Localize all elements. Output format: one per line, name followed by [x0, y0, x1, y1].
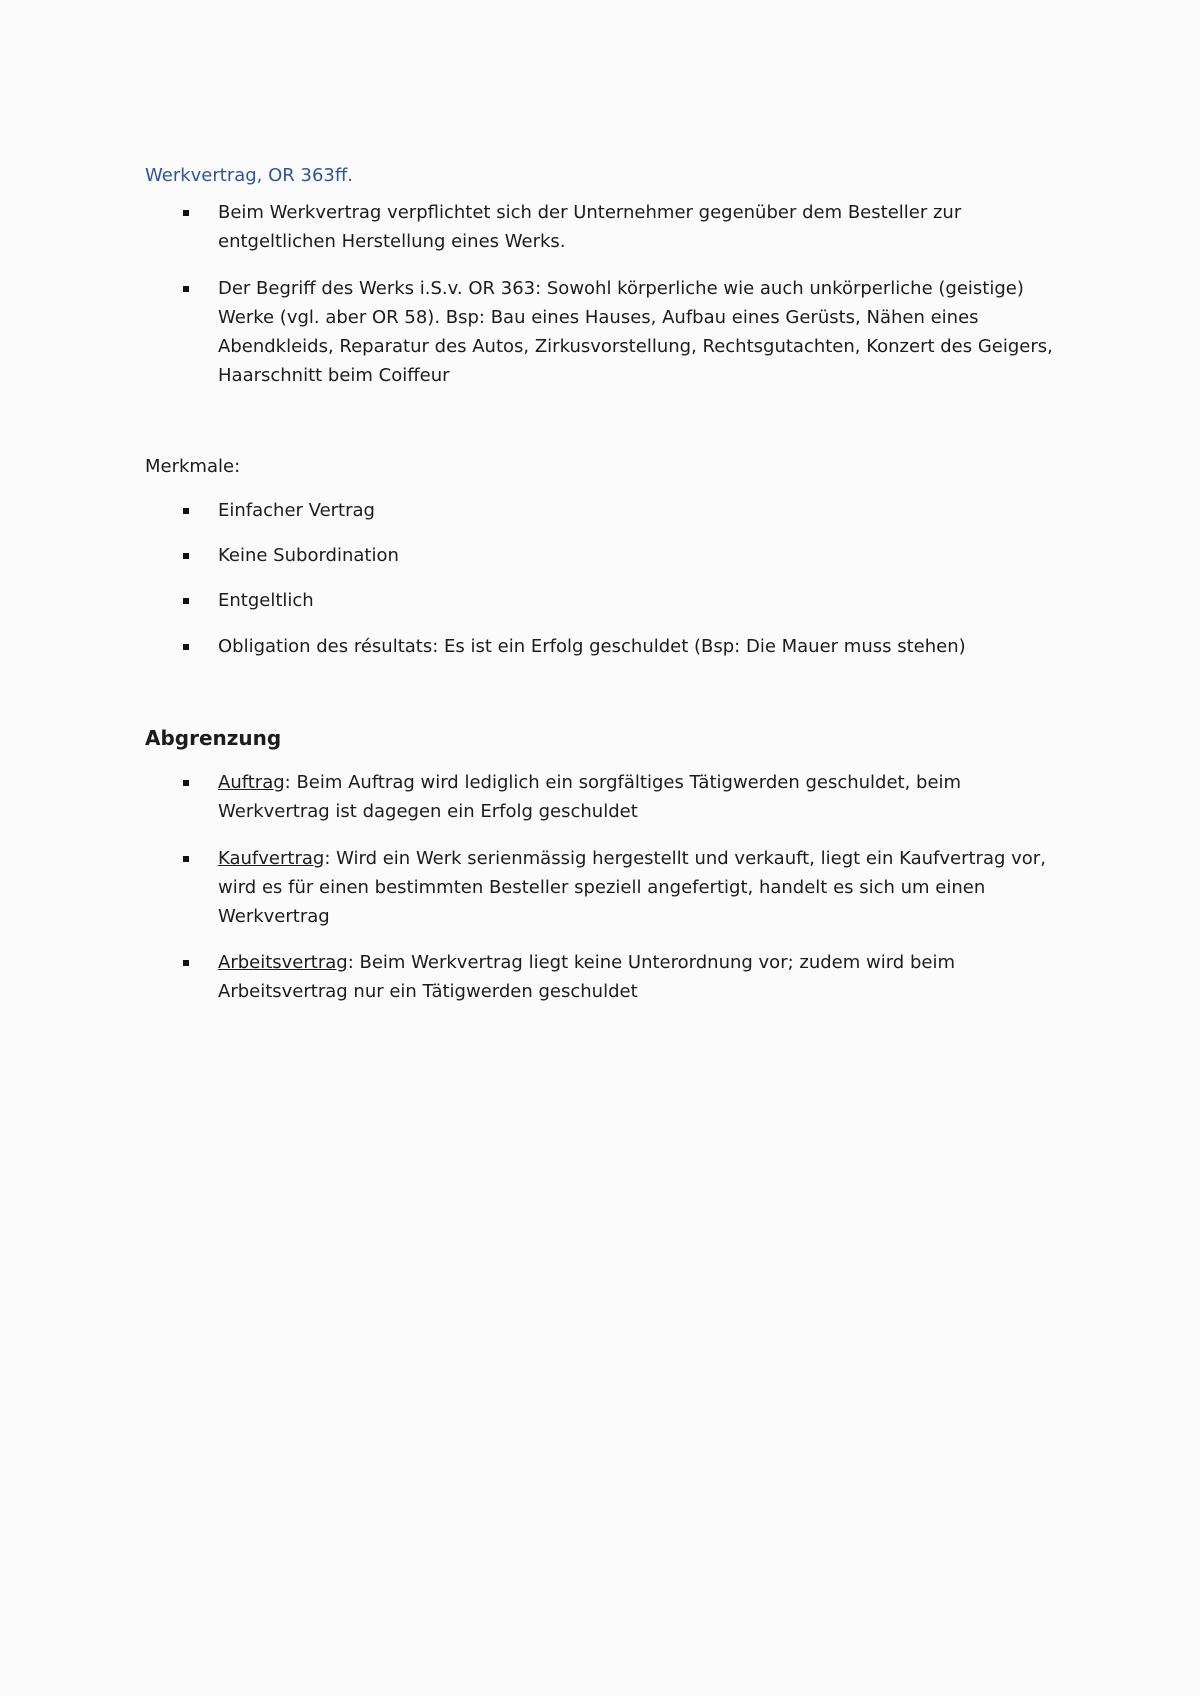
list-item [145, 496, 1065, 525]
list-item [145, 274, 1065, 390]
list-item-text: Entgeltlich [218, 590, 314, 611]
section-heading-merkmale: Merkmale: [145, 456, 241, 477]
list-item [145, 948, 1065, 1006]
square-bullet-icon [183, 644, 189, 650]
square-bullet-icon [183, 508, 189, 514]
list-item [145, 768, 1065, 826]
list-item-text: Der Begriff des Werks i.S.v. OR 363: Sowohl körperliche wie auch unkörperliche (geistige) Werke (vgl. aber OR 58). Bsp: Bau eines Hauses, Aufbau eines Gerüsts, Nähen eines Abendkleids, Reparatur des Autos, Zirkusvorstellung, Rechtsgutachten, Konzert des Geigers, Haarschnitt beim Coiffeur [218, 278, 1053, 386]
list-item [145, 632, 1065, 661]
list-item-text: Obligation des résultats: Es ist ein Erfolg geschuldet (Bsp: Die Mauer muss stehen) [218, 636, 966, 657]
square-bullet-icon [183, 553, 189, 559]
square-bullet-icon [183, 856, 189, 862]
list-item-text: Beim Werkvertrag verpflichtet sich der Unternehmer gegenüber dem Besteller zur entgeltlichen Herstellung eines Werks. [218, 202, 962, 252]
section-heading-werkvertrag: Werkvertrag, OR 363ff. [145, 165, 354, 186]
term-description: : Wird ein Werk serienmässig hergestellt und verkauft, liegt ein Kaufvertrag vor, wird es für einen bestimmten Besteller speziell angefertigt, handelt es sich um einen Werkvertrag [218, 848, 1046, 927]
list-item-text: Einfacher Vertrag [218, 500, 375, 521]
list-item-text [218, 844, 1065, 931]
list-item [145, 844, 1065, 931]
list-item-text [218, 768, 1065, 826]
list-item [145, 198, 1065, 256]
term-description: : Beim Werkvertrag liegt keine Unterordnung vor; zudem wird beim Arbeitsvertrag nur ein Tätigwerden geschuldet [218, 952, 955, 1002]
square-bullet-icon [183, 286, 189, 292]
square-bullet-icon [183, 598, 189, 604]
term-auftrag: Auftrag [218, 772, 285, 793]
square-bullet-icon [183, 780, 189, 786]
list-item [145, 586, 1065, 615]
section-heading-abgrenzung: Abgrenzung [145, 726, 282, 750]
term-description: : Beim Auftrag wird lediglich ein sorgfältiges Tätigwerden geschuldet, beim Werkvertrag ist dagegen ein Erfolg geschuldet [218, 772, 962, 822]
term-arbeitsvertrag: Arbeitsvertrag [218, 952, 348, 973]
list-item [145, 541, 1065, 570]
square-bullet-icon [183, 210, 189, 216]
list-item-text: Keine Subordination [218, 545, 399, 566]
term-kaufvertrag: Kaufvertrag [218, 848, 325, 869]
square-bullet-icon [183, 960, 189, 966]
list-item-text [218, 948, 1065, 1006]
